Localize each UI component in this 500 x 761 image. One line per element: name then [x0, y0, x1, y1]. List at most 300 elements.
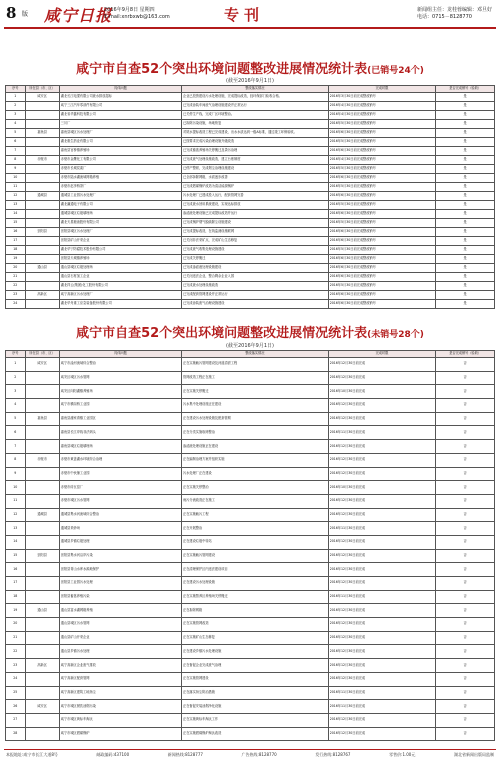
table-cell: 2016年12月30日前完成 — [328, 440, 436, 454]
table-cell: 企业已投资建设污水处理设施，完成提标改造，经环保部门验收合格。 — [182, 93, 329, 102]
table-cell: 正在实施截污管网建设及河道清淤工程 — [182, 358, 329, 372]
table-cell: 否 — [436, 481, 495, 495]
table1-title-main: 咸宁市自查52个突出环境问题整改进展情况统计表 — [76, 62, 368, 77]
table-row — [6, 111, 495, 120]
table-cell: 否 — [436, 535, 495, 549]
table-cell: 2016年6月30日前完成整改销号 — [328, 210, 436, 219]
table-cell: 通山县 — [25, 604, 59, 618]
table-cell: 正在实施关停整治 — [182, 481, 329, 495]
table-cell — [25, 120, 59, 129]
table-cell: 赤壁市金鹰化工有限公司 — [59, 156, 181, 165]
table-row — [6, 246, 495, 255]
table-cell — [25, 282, 59, 291]
table-cell: 2016年6月30日前完成整改销号 — [328, 300, 436, 309]
column-header: 完成时限 — [328, 86, 436, 93]
table-cell: 已拆除污染设施，场地恢复 — [182, 120, 329, 129]
footer-item: 本报地址:咸宁市长江大道8号 — [6, 752, 58, 757]
column-header: 整改落实情况 — [182, 351, 329, 358]
table-cell — [25, 147, 59, 156]
table-row — [6, 549, 495, 563]
table-cell: 通山县城区垃圾处理场 — [59, 264, 181, 273]
table-cell: 2016年10月30日前完成 — [328, 385, 436, 399]
table-cell: 8 — [6, 156, 26, 165]
table-cell: 2016年5月30日前完成整改销号 — [328, 183, 436, 192]
table-cell: 否 — [436, 440, 495, 454]
table-cell: 咸宁市横沟桥工业园 — [59, 399, 181, 413]
table-cell: 已完成配套管网建设并正常运行 — [182, 291, 329, 300]
table-cell: 7 — [6, 147, 26, 156]
table-cell: 2016年4月30日前完成整改销号 — [328, 102, 436, 111]
table-cell: 2016年5月30日前完成整改销号 — [328, 120, 436, 129]
table-cell: 已完成关停搬迁 — [182, 255, 329, 264]
table-header-row — [6, 86, 495, 93]
table-cell: 已完成渗滤液处理设施建设 — [182, 264, 329, 273]
table-row — [6, 228, 495, 237]
table-cell: 2 — [6, 371, 26, 385]
table-cell: 通城县乡镇垃圾处理 — [59, 535, 181, 549]
table-row — [6, 147, 495, 156]
table-cell: 是 — [436, 192, 495, 201]
table-cell — [25, 300, 59, 309]
table-cell: 正在督促企业完成废气治理 — [182, 659, 329, 673]
table-row — [6, 210, 495, 219]
table-cell — [25, 399, 59, 413]
table-cell: 已关停生产线，完成厂区环境整治。 — [182, 111, 329, 120]
table-cell: 嘉鱼县长江岸线非法码头 — [59, 426, 181, 440]
table-cell: 湖北省华鑫科技有限公司 — [59, 111, 181, 120]
table-cell: 咸安区 — [25, 93, 59, 102]
table-row — [6, 412, 495, 426]
column-header: 序号 — [6, 351, 26, 358]
table-cell: 否 — [436, 453, 495, 467]
table-row — [6, 371, 495, 385]
table-cell: 已完成涂装废气治理设施建设 — [182, 300, 329, 309]
table-cell: 崇阳县畜禽养殖污染 — [59, 590, 181, 604]
masthead — [4, 3, 496, 27]
table-cell: 2016年11月30日前完成 — [328, 426, 436, 440]
table-cell: 赤壁市城区污水管网 — [59, 494, 181, 508]
table-cell: 2016年6月30日前完成整改销号 — [328, 237, 436, 246]
column-header: 是否完成销号（验收） — [436, 351, 495, 358]
table-cell: 否 — [436, 508, 495, 522]
table-cell: 通山县乡镇污水处理 — [59, 645, 181, 659]
table-cell: 咸宁三江汽车零部件有限公司 — [59, 102, 181, 111]
table-cell: 咸宁高新区配套管网 — [59, 672, 181, 686]
table-cell: 是 — [436, 138, 495, 147]
table-cell: 21 — [6, 631, 26, 645]
table-cell: 正在实施燃煤锅炉淘汰改造 — [182, 727, 329, 741]
table2-title-main: 咸宁市自查52个突出环境问题整改进展情况统计表 — [76, 326, 368, 341]
table-cell: 2016年6月30日前完成整改销号 — [328, 264, 436, 273]
table-cell: 已按要求完成污染治理设施升级改造 — [182, 138, 329, 147]
table-cell: 已完成畜禽养殖场关停搬迁及粪污治理 — [182, 147, 329, 156]
table-row — [6, 358, 495, 372]
table-row — [6, 102, 495, 111]
table-cell: 19 — [6, 255, 26, 264]
table-row — [6, 672, 495, 686]
table-cell: 17 — [6, 577, 26, 591]
table-row — [6, 659, 495, 673]
table-cell: 2016年6月30日前完成整改销号 — [328, 255, 436, 264]
table-cell — [25, 522, 59, 536]
table-cell: 否 — [436, 385, 495, 399]
table-row — [6, 282, 495, 291]
table-cell: 13 — [6, 522, 26, 536]
table-cell: 2016年6月30日前完成整改销号 — [328, 228, 436, 237]
column-header: 是否完成销号（验收） — [436, 86, 495, 93]
table-cell: 对尾水提标改造工程已完成建设，出水水质达到一级A标准，通过竣工环保验收。 — [182, 129, 329, 138]
table-cell: 咸宁高新区企业废气排放 — [59, 659, 181, 673]
table-cell — [25, 577, 59, 591]
table-cell: 通城县城区垃圾填埋场 — [59, 210, 181, 219]
table-cell: 2016年11月30日前完成 — [328, 700, 436, 714]
table-cell: 2016年6月30日前完成整改销号 — [328, 291, 436, 300]
column-header: 所在县（市、区） — [25, 351, 59, 358]
table-cell: 是 — [436, 102, 495, 111]
table-row — [6, 713, 495, 727]
table-cell — [25, 686, 59, 700]
table-row — [6, 385, 495, 399]
table-cell: 正在建设乡镇污水处理设施 — [182, 645, 329, 659]
table-cell: 嘉鱼县 — [25, 412, 59, 426]
table-cell: 嘉鱼县官桥镇养殖场 — [59, 147, 181, 156]
table-row — [6, 631, 495, 645]
table-cell: 10 — [6, 174, 26, 183]
table-cell: 否 — [436, 686, 495, 700]
table-cell: 否 — [436, 563, 495, 577]
table-cell: 2016年12月30日前完成 — [328, 618, 436, 632]
table-cell: 赤壁市陆水湖流域网箱养殖 — [59, 174, 181, 183]
table1-title-suffix: (已销号24个) — [367, 66, 424, 76]
table-cell: 是 — [436, 93, 495, 102]
table-cell: 2016年12月30日前完成 — [328, 371, 436, 385]
table-cell: 3 — [6, 111, 26, 120]
table-cell: 已完成废气处理设施改造，建立台账制度 — [182, 156, 329, 165]
table-cell: 2016年5月30日前完成整改销号 — [328, 282, 436, 291]
table-cell: 2016年4月30日前完成整改销号 — [328, 111, 436, 120]
table-cell: 否 — [436, 645, 495, 659]
table-cell — [25, 371, 59, 385]
table-cell: 正在分类实施取缔整治 — [182, 426, 329, 440]
table-cell: 2016年12月30日前完成 — [328, 467, 436, 481]
table-cell: 通城县 — [25, 192, 59, 201]
table-cell: 嘉鱼县潘家湾镇工业园区 — [59, 412, 181, 426]
table-row — [6, 264, 495, 273]
table-cell: 是 — [436, 282, 495, 291]
table-cell: 正在实施截污工程 — [182, 508, 329, 522]
table-cell: 通山县富水湖网箱养殖 — [59, 604, 181, 618]
table-cell: 6 — [6, 138, 26, 147]
table-cell: 湖北祥云(集团)化工股份有限公司 — [59, 282, 181, 291]
table-cell: 正在实施关停搬迁 — [182, 385, 329, 399]
table-cell: 正在实施截污管网建设 — [182, 549, 329, 563]
table-cell: 嘉鱼县 — [25, 129, 59, 138]
table-cell: 12 — [6, 508, 26, 522]
table-row — [6, 604, 495, 618]
table-cell: 否 — [436, 371, 495, 385]
table-cell: 否 — [436, 399, 495, 413]
dateline — [104, 7, 170, 21]
table-cell: 2016年12月30日前完成 — [328, 453, 436, 467]
table-cell: 湖北华宁防腐技术股份有限公司 — [59, 246, 181, 255]
table-cell: 正在实施管网改造 — [182, 618, 329, 632]
table-cell: 20 — [6, 618, 26, 632]
table-cell: 2016年12月30日前完成 — [328, 659, 436, 673]
table-cell: 14 — [6, 535, 26, 549]
table-cell — [25, 563, 59, 577]
table-cell: 管网改造工程正在施工 — [182, 371, 329, 385]
table-cell — [25, 165, 59, 174]
table-cell — [25, 672, 59, 686]
table-cell — [25, 645, 59, 659]
table-cell: 否 — [436, 522, 495, 536]
table-cell: 赤壁市 — [25, 156, 59, 165]
table-cell: 2016年12月30日前完成 — [328, 577, 436, 591]
table-cell: 2016年6月30日前完成整改销号 — [328, 174, 436, 183]
table-cell: 咸安区向阳湖镇养殖场 — [59, 385, 181, 399]
table-cell: 三川厂 — [59, 120, 181, 129]
table-row — [6, 138, 495, 147]
masthead-divider — [4, 27, 496, 29]
phone-line: 电话：0715－8128770 — [416, 14, 472, 20]
table-cell: 11 — [6, 494, 26, 508]
table-row — [6, 453, 495, 467]
table-cell: 8 — [6, 453, 26, 467]
table-cell: 正在清理保护区内违法建设项目 — [182, 563, 329, 577]
table-cell — [25, 481, 59, 495]
table-row — [6, 563, 495, 577]
table-cell: 是 — [436, 165, 495, 174]
table-cell: 7 — [6, 440, 26, 454]
table-cell: 已完成废水处理设施改造 — [182, 282, 329, 291]
table-cell — [25, 590, 59, 604]
table-cell: 19 — [6, 604, 26, 618]
table-cell — [25, 174, 59, 183]
table-row — [6, 494, 495, 508]
table-cell: 崇阳县隽水河沿岸污染 — [59, 549, 181, 563]
table-cell: 是 — [436, 156, 495, 165]
table-cell — [25, 494, 59, 508]
table2 — [5, 350, 495, 741]
table-row — [6, 686, 495, 700]
table-cell: 是 — [436, 300, 495, 309]
table-cell: 正在实施管网建设 — [182, 672, 329, 686]
table-cell: 否 — [436, 659, 495, 673]
table-row — [6, 300, 495, 309]
table-row — [6, 645, 495, 659]
table-cell: 否 — [436, 700, 495, 714]
table-cell: 否 — [436, 631, 495, 645]
table-cell — [25, 138, 59, 147]
table-cell: 16 — [6, 228, 26, 237]
table-cell: 15 — [6, 549, 26, 563]
table-row — [6, 192, 495, 201]
table-cell: 6 — [6, 426, 26, 440]
table-cell: 赤壁市砖瓦窑厂 — [59, 481, 181, 495]
table-cell: 已完成涂装车间废气治理设施建设并正常运行 — [182, 102, 329, 111]
table-cell: 崇阳县天城镇养殖场 — [59, 255, 181, 264]
table-row — [6, 201, 495, 210]
table-cell: 崇阳县 — [25, 228, 59, 237]
footer-item: 发行热线:8128767 — [315, 752, 351, 757]
table-row — [6, 120, 495, 129]
table-cell: 否 — [436, 672, 495, 686]
table-cell: 14 — [6, 210, 26, 219]
table-cell: 2016年6月30日前完成整改销号 — [328, 147, 436, 156]
table-cell: 是 — [436, 255, 495, 264]
table-cell: 是 — [436, 147, 495, 156]
table-cell: 2016年12月30日前完成 — [328, 645, 436, 659]
page-number: 8 — [6, 4, 17, 22]
table-cell — [25, 535, 59, 549]
table-cell: 湖北惠生药业有限公司 — [59, 138, 181, 147]
table-cell: 2016年5月30日前完成整改销号 — [328, 165, 436, 174]
table-cell: 2016年12月30日前完成 — [328, 358, 436, 372]
table-cell: 已完成废气收集处理设施建设 — [182, 246, 329, 255]
table-cell — [25, 102, 59, 111]
table-cell: 通山县 — [25, 264, 59, 273]
table-cell: 15 — [6, 219, 26, 228]
table-cell: 18 — [6, 590, 26, 604]
table-cell: 是 — [436, 264, 495, 273]
table-cell: 17 — [6, 237, 26, 246]
table-row — [6, 426, 495, 440]
table-cell: 2016年12月30日前完成 — [328, 549, 436, 563]
table-cell: 2016年12月30日前完成 — [328, 399, 436, 413]
section-title: 专刊 — [224, 6, 265, 24]
table-row — [6, 508, 495, 522]
table-cell: 已停产整顿，完成烟尘治理设施建设 — [182, 165, 329, 174]
table-cell: 咸宁市城区黄标车淘汰 — [59, 713, 181, 727]
table-cell: 正在实施禁养区养殖场关停搬迁 — [182, 590, 329, 604]
table-cell: 湖北长江电缆有限公司废水排放超标 — [59, 93, 181, 102]
table-cell: 2016年11月30日前完成 — [328, 522, 436, 536]
table-cell: 13 — [6, 201, 26, 210]
table-cell: 25 — [6, 686, 26, 700]
table-cell: 18 — [6, 246, 26, 255]
table-row — [6, 165, 495, 174]
table2-title-suffix: (未销号28个) — [367, 330, 424, 340]
table-cell: 咸安区城区污水管网 — [59, 371, 181, 385]
table-cell: 渗滤液处理设施正在建设 — [182, 440, 329, 454]
table-cell: 2016年5月30日前完成整改销号 — [328, 138, 436, 147]
table-cell: 咸宁市城区燃煤锅炉 — [59, 727, 181, 741]
table-cell: 2016年11月30日前完成 — [328, 686, 436, 700]
table-cell — [25, 713, 59, 727]
table-cell: 12 — [6, 192, 26, 201]
table-cell: 2016年12月30日前完成 — [328, 494, 436, 508]
table-cell: 2016年12月30日前完成 — [328, 604, 436, 618]
footer-item: 邮政编码:437100 — [96, 752, 130, 757]
table-row — [6, 291, 495, 300]
table-row — [6, 618, 495, 632]
table-cell: 是 — [436, 210, 495, 219]
table-row — [6, 522, 495, 536]
table-cell: 咸安区 — [25, 358, 59, 372]
table-cell: 赤壁市黄盖湖水环境综合治理 — [59, 453, 181, 467]
table2-title — [0, 322, 500, 341]
table-row — [6, 237, 495, 246]
table-cell: 正在开展整治 — [182, 522, 329, 536]
table-cell: 2016年11月30日前完成 — [328, 590, 436, 604]
table-cell: 2016年12月30日前完成 — [328, 672, 436, 686]
table-cell: 湖北瀛通电子有限公司 — [59, 201, 181, 210]
table-cell — [25, 426, 59, 440]
table-row — [6, 93, 495, 102]
table-cell: 否 — [436, 618, 495, 632]
table-cell: 正在实施黄标车淘汰工作 — [182, 713, 329, 727]
table-row — [6, 577, 495, 591]
table-row — [6, 156, 495, 165]
table-cell: 是 — [436, 111, 495, 120]
table-cell: 2016年12月30日前完成 — [328, 412, 436, 426]
table-cell: 24 — [6, 300, 26, 309]
table-cell: 已全部拆除网箱，水质逐步改善 — [182, 174, 329, 183]
table-cell: 2016年4月30日前完成整改销号 — [328, 156, 436, 165]
table-row — [6, 481, 495, 495]
table-cell: 已完成废水回用系统建设，实现达标排放 — [182, 201, 329, 210]
table-cell: 2016年5月30日前完成整改销号 — [328, 246, 436, 255]
table-row — [6, 590, 495, 604]
newspaper-logo: 咸宁日报 — [44, 6, 113, 25]
table-cell: 嘉鱼县城区垃圾填埋场 — [59, 440, 181, 454]
table-cell — [25, 246, 59, 255]
table-cell: 通山县石材加工企业 — [59, 273, 181, 282]
table-cell: 通城县采砂场 — [59, 522, 181, 536]
table-cell: 渗滤液处理设施已完成提标改造并运行 — [182, 210, 329, 219]
table-cell — [25, 183, 59, 192]
table-cell: 28 — [6, 727, 26, 741]
table-cell: 否 — [436, 577, 495, 591]
table-cell: 已关闭非法采矿点，完成矿山生态修复 — [182, 237, 329, 246]
table-cell — [25, 201, 59, 210]
table-cell: 4 — [6, 399, 26, 413]
table-cell: 2016年6月30日前完成整改销号 — [328, 192, 436, 201]
table-cell: 雨污分流改造正在施工 — [182, 494, 329, 508]
table-cell — [25, 440, 59, 454]
table-cell: 湖北天星粮油股份有限公司 — [59, 219, 181, 228]
table1-title — [0, 58, 500, 77]
table-cell: 是 — [436, 246, 495, 255]
table-cell: 否 — [436, 412, 495, 426]
table-cell: 咸宁市淦河流域综合整治 — [59, 358, 181, 372]
page-suffix: 版 — [22, 11, 29, 18]
table-cell — [25, 111, 59, 120]
table-cell: 是 — [436, 291, 495, 300]
table-cell: 污水处理厂已建成投入运行，配套管网完善 — [182, 192, 329, 201]
table-cell: 1 — [6, 93, 26, 102]
table-cell: 崇阳县青山水库水源地保护 — [59, 563, 181, 577]
table-cell: 正在督促安装油烟净化设施 — [182, 700, 329, 714]
footer-item: 新闻热线:8128777 — [167, 752, 203, 757]
table-cell: 正在实施矿山生态修复 — [182, 631, 329, 645]
table-cell: 正在建设污水处理设施及配套管网 — [182, 412, 329, 426]
table1 — [5, 85, 495, 309]
table-row — [6, 273, 495, 282]
footer-item: 广告热线:8128770 — [241, 752, 277, 757]
table-cell: 已关闭违法企业，整合剩余企业入园 — [182, 273, 329, 282]
table-cell: 9 — [6, 165, 26, 174]
table2-subnote: (截至2016年9月1日) — [226, 343, 274, 349]
table-cell: 5 — [6, 129, 26, 138]
table-cell: 通城县隽水河流域综合整治 — [59, 508, 181, 522]
table-cell: 通城县工业园污水处理厂 — [59, 192, 181, 201]
table-cell: 2016年6月30日前完成整改销号 — [328, 273, 436, 282]
table-cell: 崇阳县 — [25, 549, 59, 563]
table-cell: 2016年5月30日前完成整改销号 — [328, 219, 436, 228]
table-row — [6, 255, 495, 264]
table-cell: 通山县矿山开采企业 — [59, 631, 181, 645]
